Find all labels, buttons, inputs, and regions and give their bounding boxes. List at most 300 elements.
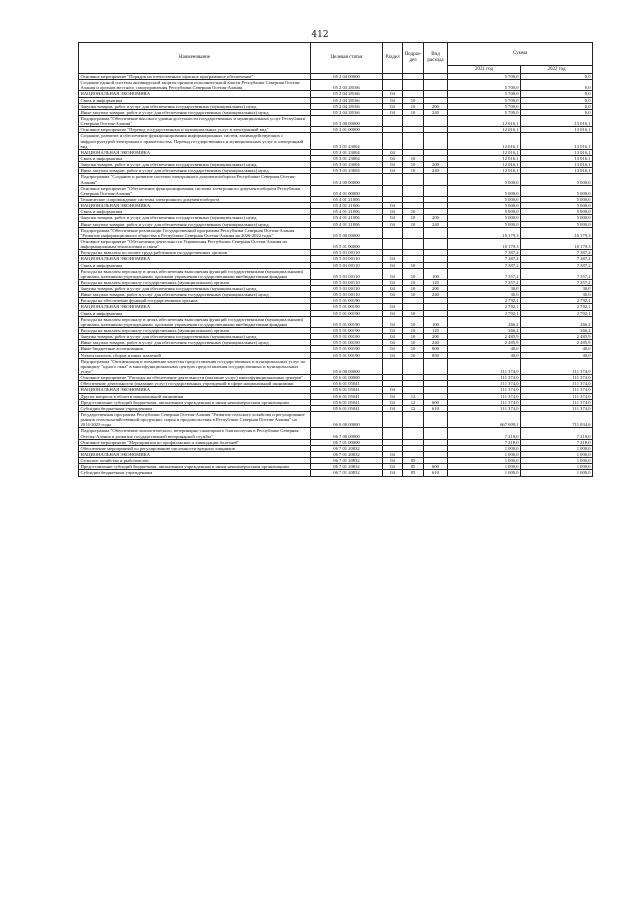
table-row [79,352,593,358]
cell-razdel: 04 [383,340,403,346]
table-row [79,268,593,279]
header-razdel: Раздел [383,43,403,74]
cell-sum-2022: 111 374,0 [521,358,593,374]
cell-sum-2021: 5 000,0 [448,215,521,221]
table-row [79,375,593,381]
cell-name: Закупка товаров, работ и услуг для обеспечения государственных (муниципальных) нужд [79,162,311,168]
cell-vid [424,115,448,126]
cell-sum-2021: 5 000,0 [448,203,521,209]
cell-razdel: 04 [383,268,403,279]
cell-name: Иные закупки товаров, работ и услуг для обеспечения государственных (муниципальных) нужд [79,340,311,346]
cell-code: 06 7 01 20832 [311,470,383,476]
cell-sum-2021: 2 485,9 [448,340,521,346]
cell-podrazdel: 10 [403,97,424,103]
cell-sum-2022: 111 374,0 [521,405,593,411]
cell-code: 05 4 00 00000 [311,174,383,185]
cell-razdel: 04 [383,292,403,298]
cell-name: Основное мероприятие "Обеспечение деятельности Управления Республики Северная Осетия-Алания по информационным технологиям и связи" [79,238,311,249]
page-number: 412 [311,30,329,40]
cell-razdel: 04 [383,203,403,209]
cell-razdel: 04 [383,97,403,103]
cell-sum-2022: 711 034,6 [521,412,593,428]
cell-sum-2021: 5 700,0 [448,80,521,91]
table-row [79,393,593,399]
cell-sum-2022: 111 374,0 [521,393,593,399]
cell-name: Подпрограмма "Обеспечение реализации Государственной программы Республики Северная Осетия-Алания "Развитие информационного общества в Республике Северная Осетия-Алания на 2020-2022 годы" [79,227,311,238]
cell-name: Связь и информатика [79,209,311,215]
cell-podrazdel: 10 [403,310,424,316]
cell-name: НАЦИОНАЛЬНАЯ ЭКОНОМИКА [79,452,311,458]
cell-sum-2022: 5 000,0 [521,196,593,202]
cell-name: Связь и информатика [79,310,311,316]
cell-code: 05 5 01 00190 [311,316,383,327]
cell-sum-2021: 266,2 [448,328,521,334]
cell-podrazdel: 10 [403,262,424,268]
table-row [79,133,593,149]
table-row [79,328,593,334]
cell-sum-2022: 7 218,0 [521,428,593,439]
cell-razdel [383,238,403,249]
cell-code: 05 5 01 00110 [311,292,383,298]
cell-sum-2021: 1 000,0 [448,470,521,476]
cell-razdel: 04 [383,328,403,334]
cell-sum-2021: 30,0 [448,292,521,298]
cell-vid [424,185,448,196]
cell-vid [424,412,448,428]
table-row [79,298,593,304]
cell-sum-2021: 111 374,0 [448,381,521,387]
cell-podrazdel [403,133,424,149]
cell-sum-2021: 5 700,0 [448,97,521,103]
cell-code: 05 6 01 05041 [311,393,383,399]
cell-sum-2022: 5 000,0 [521,174,593,185]
table-row [79,227,593,238]
cell-sum-2022: 5 000,0 [521,209,593,215]
cell-podrazdel [403,238,424,249]
table-row [79,109,593,115]
cell-name: Обеспечение мероприятий по регулированию численности вредных хищников [79,445,311,451]
cell-name: Расходы на обеспечение функций государственных органов [79,298,311,304]
cell-code: 05 3 01 23004 [311,149,383,155]
cell-razdel: 04 [383,168,403,174]
cell-razdel: 04 [383,346,403,352]
cell-vid: 240 [424,109,448,115]
cell-code: 05 3 01 23004 [311,162,383,168]
cell-sum-2021: 12 016,1 [448,115,521,126]
cell-name: Предоставление субсидий бюджетным, автономным учреждениям и иным некоммерческим организациям [79,464,311,470]
cell-vid: 240 [424,292,448,298]
cell-code: 06 0 00 00000 [311,412,383,428]
cell-sum-2022: 13 016,1 [521,149,593,155]
cell-podrazdel [403,115,424,126]
cell-sum-2021: 40,0 [448,346,521,352]
cell-vid: 200 [424,162,448,168]
cell-sum-2022: 7 357,2 [521,279,593,285]
header-year-2022: 2022 год [521,66,593,74]
cell-podrazdel: 12 [403,393,424,399]
cell-code: 05 6 01 05041 [311,387,383,393]
cell-podrazdel: 10 [403,340,424,346]
cell-code: 06 7 00 00000 [311,428,383,439]
cell-razdel: 04 [383,399,403,405]
cell-sum-2021: 667 009,1 [448,412,521,428]
cell-sum-2021: 5 000,0 [448,185,521,196]
cell-name: Основное мероприятие "Перевод государственных и муниципальных услуг в электронный вид" [79,127,311,133]
cell-sum-2022: 5 000,0 [521,185,593,196]
cell-code: 06 7 01 20832 [311,445,383,451]
cell-code: 05 6 00 00000 [311,358,383,374]
cell-sum-2022: 10 179,3 [521,227,593,238]
cell-sum-2022: 5 000,0 [521,203,593,209]
cell-code: 05 5 01 00110 [311,262,383,268]
cell-code: 05 2 04 28166 [311,91,383,97]
cell-name: Создание, развитие и обеспечение функционирования информационных систем, взаимодействующих с инфраструктурой электронного правительства. Перевод государственных и муниципальных услуг в электронный вид [79,133,311,149]
cell-podrazdel [403,358,424,374]
cell-razdel: 04 [383,334,403,340]
cell-vid: 610 [424,405,448,411]
cell-sum-2021: 5 700,0 [448,74,521,80]
cell-code: 05 5 01 00190 [311,334,383,340]
table-row [79,174,593,185]
header-vid: Вид расхода [424,43,448,74]
table-header [79,43,593,74]
cell-razdel: 04 [383,458,403,464]
cell-sum-2022: 2 792,1 [521,304,593,310]
cell-sum-2022: 111 374,0 [521,381,593,387]
cell-name: НАЦИОНАЛЬНАЯ ЭКОНОМИКА [79,203,311,209]
cell-name: НАЦИОНАЛЬНАЯ ЭКОНОМИКА [79,149,311,155]
cell-sum-2022: 7 218,0 [521,439,593,445]
cell-name: Закупка товаров, работ и услуг для обеспечения государственных (муниципальных) нужд [79,103,311,109]
cell-razdel [383,358,403,374]
cell-podrazdel [403,80,424,91]
cell-vid: 120 [424,279,448,285]
cell-sum-2021: 7 387,2 [448,262,521,268]
cell-vid: 850 [424,352,448,358]
cell-code: 05 3 01 23004 [311,133,383,149]
cell-code: 05 5 01 00190 [311,310,383,316]
cell-sum-2021: 1 000,0 [448,458,521,464]
cell-name: Иные закупки товаров, работ и услуг для обеспечения государственных (муниципальных) нужд [79,109,311,115]
cell-sum-2022: 111 374,0 [521,375,593,381]
table-row [79,115,593,126]
cell-podrazdel: 10 [403,316,424,327]
cell-sum-2022: 2 485,9 [521,334,593,340]
cell-podrazdel: 10 [403,268,424,279]
cell-razdel: 04 [383,221,403,227]
cell-vid: 240 [424,221,448,227]
cell-sum-2021: 5 000,0 [448,209,521,215]
header-sum: Сумма [448,43,593,66]
cell-code: 05 6 01 05041 [311,405,383,411]
table-row [79,445,593,451]
cell-vid [424,174,448,185]
cell-sum-2021: 266,2 [448,316,521,327]
cell-sum-2022: 5 000,0 [521,221,593,227]
cell-name: Закупка товаров, работ и услуг для обеспечения государственных (муниципальных) нужд [79,215,311,221]
table-row [79,279,593,285]
cell-sum-2021: 12 016,1 [448,133,521,149]
cell-vid [424,227,448,238]
cell-sum-2022: 111 374,0 [521,399,593,405]
cell-sum-2022: 1 000,0 [521,452,593,458]
cell-sum-2021: 1 000,0 [448,445,521,451]
cell-podrazdel: 10 [403,292,424,298]
table-row [79,127,593,133]
cell-name: Иные закупки товаров, работ и услуг для обеспечения государственных (муниципальных) нужд [79,292,311,298]
cell-sum-2021: 7 218,0 [448,428,521,439]
cell-name: Основное мероприятие "Порядок на отечественное офисное программное обеспечение" [79,74,311,80]
table-row [79,358,593,374]
cell-name: Предоставление субсидий бюджетным, автономным учреждениям и иным некоммерческим организациям [79,399,311,405]
cell-razdel [383,174,403,185]
cell-sum-2022: 0,0 [521,103,593,109]
cell-code: 05 4 01 21006 [311,221,383,227]
cell-razdel: 04 [383,304,403,310]
cell-code: 05 4 01 21006 [311,215,383,221]
cell-code: 05 5 01 00110 [311,256,383,262]
cell-razdel: 04 [383,155,403,161]
cell-podrazdel: 10 [403,155,424,161]
cell-vid [424,358,448,374]
cell-name: Расходы на выплаты персоналу в целях обеспечения выполнения функций государственными (муниципальными) органами, казенными учреждениями, органами управления государственными внебюджетными фондами [79,268,311,279]
cell-sum-2022: 7 357,2 [521,268,593,279]
cell-razdel: 04 [383,256,403,262]
cell-vid: 100 [424,268,448,279]
cell-sum-2021: 5 700,0 [448,91,521,97]
table-row [79,292,593,298]
table-row [79,185,593,196]
table-row [79,215,593,221]
cell-name: НАЦИОНАЛЬНАЯ ЭКОНОМИКА [79,304,311,310]
cell-code: 06 7 01 20832 [311,458,383,464]
table-row [79,340,593,346]
cell-sum-2021: 111 374,0 [448,405,521,411]
table-row [79,250,593,256]
cell-razdel: 04 [383,470,403,476]
cell-podrazdel [403,185,424,196]
cell-name: НАЦИОНАЛЬНАЯ ЭКОНОМИКА [79,256,311,262]
cell-podrazdel: 10 [403,168,424,174]
cell-razdel: 04 [383,149,403,155]
cell-razdel: 04 [383,162,403,168]
cell-podrazdel: 10 [403,346,424,352]
header-code: Целевая статья [311,43,383,74]
table-row [79,103,593,109]
cell-name: Подпрограмма "Обеспечение высокого уровня доступности государственных и муниципальных услуг Республики Северная Осетия-Алания" [79,115,311,126]
cell-name: Иные закупки товаров, работ и услуг для обеспечения государственных (муниципальных) нужд [79,168,311,174]
cell-sum-2022: 5 000,0 [521,215,593,221]
cell-razdel [383,185,403,196]
cell-sum-2021: 5 700,0 [448,109,521,115]
cell-name: Уплата налогов, сборов и иных платежей [79,352,311,358]
cell-razdel: 04 [383,352,403,358]
cell-razdel: 04 [383,316,403,327]
cell-name: Субсидии бюджетным учреждениям [79,470,311,476]
cell-code: 06 7 01 00000 [311,439,383,445]
cell-sum-2022: 1 000,0 [521,445,593,451]
header-podrazdel: Подраз-дел [403,43,424,74]
cell-sum-2022: 2 792,1 [521,298,593,304]
cell-podrazdel: 10 [403,215,424,221]
cell-razdel: 04 [383,91,403,97]
table-row [79,412,593,428]
cell-vid: 120 [424,328,448,334]
cell-sum-2022: 13 016,1 [521,127,593,133]
cell-sum-2022: 13 016,1 [521,133,593,149]
cell-sum-2021: 30,0 [448,286,521,292]
cell-code: 05 5 01 00190 [311,328,383,334]
cell-name: Иные закупки товаров, работ и услуг для обеспечения государственных (муниципальных) нужд [79,221,311,227]
cell-podrazdel: 10 [403,109,424,115]
cell-name: Расходы на выплаты персоналу в целях обеспечения выполнения функций государственными (муниципальными) органами, казенными учреждениями, органами управления государственными внебюджетными фондами [79,316,311,327]
cell-podrazdel [403,174,424,185]
cell-code: 05 5 01 00190 [311,352,383,358]
cell-podrazdel: 12 [403,405,424,411]
cell-sum-2022: 13 016,1 [521,115,593,126]
cell-sum-2022: 7 387,2 [521,250,593,256]
cell-sum-2022: 40,0 [521,352,593,358]
cell-sum-2021: 7 357,2 [448,279,521,285]
cell-vid: 200 [424,334,448,340]
cell-sum-2022: 0,0 [521,91,593,97]
cell-razdel: 04 [383,103,403,109]
cell-vid: 240 [424,340,448,346]
cell-sum-2021: 12 016,1 [448,168,521,174]
cell-code: 05 5 00 00000 [311,227,383,238]
cell-sum-2022: 13 016,1 [521,155,593,161]
cell-sum-2021: 5 000,0 [448,174,521,185]
cell-vid: 200 [424,286,448,292]
cell-sum-2021: 5 000,0 [448,196,521,202]
cell-code: 05 3 01 23004 [311,155,383,161]
cell-podrazdel [403,428,424,439]
cell-razdel [383,227,403,238]
cell-sum-2022: 2 485,9 [521,340,593,346]
cell-sum-2022: 2 792,1 [521,310,593,316]
cell-sum-2021: 2 792,1 [448,304,521,310]
cell-podrazdel [403,412,424,428]
cell-name: Связь и информатика [79,155,311,161]
cell-name: НАЦИОНАЛЬНАЯ ЭКОНОМИКА [79,91,311,97]
cell-razdel: 04 [383,109,403,115]
cell-name: Иные бюджетные ассигнования [79,346,311,352]
cell-code: 05 5 01 00190 [311,304,383,310]
cell-razdel: 04 [383,279,403,285]
cell-vid: 200 [424,215,448,221]
cell-name: НАЦИОНАЛЬНАЯ ЭКОНОМИКА [79,387,311,393]
cell-podrazdel: 10 [403,209,424,215]
cell-razdel: 04 [383,387,403,393]
cell-sum-2022: 0,0 [521,97,593,103]
cell-razdel: 04 [383,405,403,411]
cell-code: 05 2 04 28166 [311,80,383,91]
cell-podrazdel: 05 [403,458,424,464]
cell-sum-2022: 30,0 [521,286,593,292]
cell-code: 05 4 01 21006 [311,209,383,215]
cell-sum-2022: 111 374,0 [521,387,593,393]
cell-sum-2021: 12 016,1 [448,155,521,161]
cell-razdel: 04 [383,393,403,399]
cell-code: 06 7 01 20832 [311,464,383,470]
cell-code: 05 4 01 21006 [311,196,383,202]
cell-razdel: 04 [383,286,403,292]
table-row [79,286,593,292]
cell-sum-2022: 10 179,3 [521,238,593,249]
cell-sum-2021: 10 179,3 [448,238,521,249]
table-row [79,439,593,445]
cell-code: 05 4 01 00000 [311,185,383,196]
cell-sum-2022: 1 000,0 [521,464,593,470]
cell-code: 05 4 01 21006 [311,203,383,209]
cell-code: 05 5 01 00190 [311,346,383,352]
cell-name: Расходы на выплаты по оплате труда работников государственных органов [79,250,311,256]
cell-vid [424,428,448,439]
cell-razdel: 04 [383,262,403,268]
cell-podrazdel: 10 [403,103,424,109]
cell-vid [424,133,448,149]
table-row [79,238,593,249]
cell-razdel [383,428,403,439]
cell-podrazdel: 10 [403,352,424,358]
table-row [79,399,593,405]
table-row [79,162,593,168]
cell-code: 05 3 01 23004 [311,168,383,174]
table-row [79,381,593,387]
cell-sum-2021: 2 792,1 [448,298,521,304]
cell-sum-2021: 10 179,3 [448,227,521,238]
cell-razdel: 04 [383,215,403,221]
cell-sum-2021: 5 700,0 [448,103,521,109]
cell-podrazdel: 10 [403,328,424,334]
cell-sum-2022: 0,0 [521,74,593,80]
cell-name: Другие вопросы в области национальной экономики [79,393,311,399]
cell-name: Связь и информатика [79,97,311,103]
table-row [79,334,593,340]
cell-vid: 100 [424,316,448,327]
cell-code: 05 5 01 00000 [311,238,383,249]
cell-code: 05 5 01 00110 [311,286,383,292]
cell-sum-2021: 7 357,2 [448,268,521,279]
cell-code: 05 3 01 00000 [311,127,383,133]
cell-sum-2022: 266,2 [521,328,593,334]
cell-code: 05 6 01 05041 [311,381,383,387]
cell-vid: 610 [424,470,448,476]
cell-vid: 800 [424,346,448,352]
cell-sum-2021: 7 387,2 [448,256,521,262]
cell-code: 05 2 04 28166 [311,97,383,103]
cell-sum-2022: 7 387,2 [521,262,593,268]
cell-name: Основное мероприятие "Мероприятия по профилактике и ликвидации болезней" [79,439,311,445]
cell-code: 05 2 04 00000 [311,74,383,80]
cell-vid: 600 [424,464,448,470]
table-row [79,74,593,80]
cell-name: Создание единой системы антивирусной защиты органов исполнительной власти Республики Северная Осетия-Алания и органов местного самоуправления Республики Северная Осетия-Алания [79,80,311,91]
cell-sum-2022: 40,0 [521,346,593,352]
cell-vid: 240 [424,168,448,174]
cell-razdel [383,412,403,428]
cell-razdel [383,115,403,126]
cell-sum-2021: 12 016,1 [448,162,521,168]
cell-podrazdel: 10 [403,279,424,285]
cell-code: 05 5 01 00190 [311,340,383,346]
cell-code: 05 6 01 00000 [311,375,383,381]
table-row [79,428,593,439]
cell-sum-2021: 7 387,2 [448,250,521,256]
cell-code: 05 5 01 00110 [311,279,383,285]
table-row [79,168,593,174]
cell-code: 05 3 00 00000 [311,115,383,126]
